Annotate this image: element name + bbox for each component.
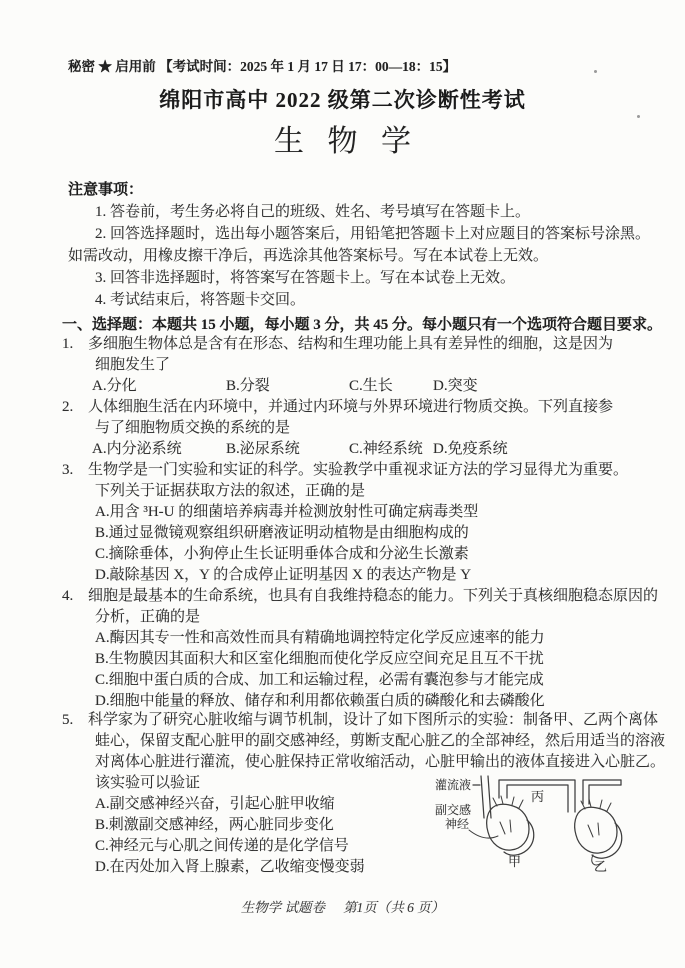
notice-item-4: 4. 考试结束后，将答题卡交回。 bbox=[95, 292, 306, 308]
footer-page-number: 第1页（共 6 页） bbox=[343, 900, 445, 915]
notice-item-1: 1. 答卷前，考生务必将自己的班级、姓名、考号填写在答题卡上。 bbox=[95, 204, 531, 220]
notice-item-2-cont: 如需改动，用橡皮擦干净后，再选涂其他答案标号。写在本试卷上无效。 bbox=[68, 248, 549, 264]
question-5-text: 科学家为了研究心脏收缩与调节机制，设计了如下图所示的实验：制备甲、乙两个离体 bbox=[88, 712, 659, 728]
page-footer bbox=[0, 896, 685, 916]
question-4 bbox=[62, 586, 659, 712]
option-a: A.用含 ³H-U 的细菌培养病毒并检测放射性可确定病毒类型 bbox=[95, 504, 479, 520]
option-b: B.泌尿系统 bbox=[226, 441, 300, 457]
question-1-number: 1. bbox=[62, 336, 74, 352]
question-5-text-cont: 蛙心，保留支配心脏甲的副交感神经，剪断支配心脏乙的全部神经，然后用适当的溶液 bbox=[95, 733, 666, 749]
notice-item-3: 3. 回答非选择题时，将答案写在答题卡上。写在本试卷上无效。 bbox=[95, 270, 516, 286]
option-d: D.在丙处加入肾上腺素，乙收缩变慢变弱 bbox=[95, 859, 365, 875]
footer-subject: 生物学 试题卷 bbox=[240, 900, 326, 915]
option-c: C.生长 bbox=[349, 378, 393, 394]
question-1-text: 多细胞生物体总是含有在形态、结构和生理功能上具有差异性的细胞，这是因为 bbox=[88, 336, 614, 352]
perfusate-label: 灌流液 bbox=[435, 778, 472, 792]
exam-title: 绵阳市高中 2022 级第二次诊断性考试 bbox=[159, 88, 526, 112]
option-a: A.内分泌系统 bbox=[92, 441, 182, 457]
option-c: C.神经元与心肌之间传递的是化学信号 bbox=[95, 838, 349, 854]
question-3-text-cont: 下列关于证据获取方法的叙述，正确的是 bbox=[95, 483, 366, 499]
option-b: B.分裂 bbox=[226, 378, 270, 394]
option-d: D.细胞中能量的释放、储存和利用都依赖蛋白质的磷酸化和去磷酸化 bbox=[95, 693, 545, 709]
parasympathetic-nerve-label-line1: 副交感 bbox=[435, 803, 472, 817]
option-b: B.生物膜因其面积大和区室化细胞而使化学反应空间充足且互不干扰 bbox=[95, 651, 544, 667]
exam-subject: 生 物 学 bbox=[274, 125, 411, 158]
frog-heart-experiment-diagram bbox=[415, 772, 685, 897]
notice-item-2: 2. 回答选择题时，选出每小题答案后，用铅笔把答题卡上对应题目的答案标号涂黑。 bbox=[95, 226, 651, 242]
option-d: D.敲除基因 X，Y 的合成停止证明基因 X 的表达产物是 Y bbox=[95, 567, 472, 583]
option-c: C.神经系统 bbox=[349, 441, 423, 457]
question-5-text-cont: 该实验可以验证 bbox=[95, 775, 201, 791]
option-a: A.分化 bbox=[92, 378, 137, 394]
question-3-text: 生物学是一门实验和实证的科学。实验教学中重视求证方法的学习显得尤为重要。 bbox=[88, 462, 629, 478]
parasympathetic-nerve-label-line2: 神经 bbox=[445, 817, 470, 831]
question-2-number: 2. bbox=[62, 399, 74, 415]
notice-heading: 注意事项： bbox=[68, 182, 144, 198]
option-d: D.突变 bbox=[433, 378, 478, 394]
notice-section bbox=[68, 179, 651, 311]
option-d: D.免疫系统 bbox=[433, 441, 508, 457]
question-3-number: 3. bbox=[62, 462, 74, 478]
question-1-options bbox=[62, 376, 652, 397]
question-1 bbox=[62, 334, 652, 397]
heart-b-shape bbox=[575, 799, 622, 865]
option-b: B.通过显微镜观察组织研磨液证明动植物是由细胞构成的 bbox=[95, 525, 469, 541]
exam-secret-line: 秘密 ★ 启用前 【考试时间：2025 年 1 月 17 日 17：00—18：15】 bbox=[68, 59, 457, 74]
option-c: C.摘除垂体，小狗停止生长证明垂体合成和分泌生长激素 bbox=[95, 546, 469, 562]
question-1-text-cont: 细胞发生了 bbox=[95, 357, 171, 373]
option-a: A.酶因其专一性和高效性而具有精确地调控特定化学反应速率的能力 bbox=[95, 630, 545, 646]
question-2-text-cont: 与了细胞物质交换的系统的是 bbox=[95, 420, 291, 436]
heart-a-shape bbox=[487, 796, 534, 855]
question-2 bbox=[62, 397, 652, 460]
perfusion-inlet-tube bbox=[473, 776, 491, 818]
option-c: C.细胞中蛋白质的合成、加工和运输过程，必需有囊泡参与才能完成 bbox=[95, 672, 544, 688]
question-4-text-cont: 分析，正确的是 bbox=[95, 609, 201, 625]
question-4-number: 4. bbox=[62, 588, 74, 604]
heart-b-label: 乙 bbox=[594, 859, 608, 874]
scan-speck bbox=[637, 115, 640, 118]
scan-speck bbox=[594, 70, 597, 73]
section-heading: 一、选择题：本题共 15 小题，每小题 3 分，共 45 分。每小题只有一个选项符合题目要求。 bbox=[62, 317, 663, 333]
question-3 bbox=[62, 460, 652, 586]
heart-a-label: 甲 bbox=[508, 854, 522, 869]
question-2-text: 人体细胞生活在内环境中，并通过内环境与外界环境进行物质交换。下列直接参 bbox=[88, 399, 614, 415]
tube-bing-label: 丙 bbox=[531, 789, 545, 804]
question-2-options bbox=[62, 439, 652, 460]
option-a: A.副交感神经兴奋，引起心脏甲收缩 bbox=[95, 796, 335, 812]
question-5-text-cont: 对离体心脏进行灌流，使心脏保持正常收缩活动，心脏甲输出的液体直接进入心脏乙。 bbox=[95, 754, 666, 770]
option-b: B.刺激副交感神经，两心脏同步变化 bbox=[95, 817, 334, 833]
question-4-text: 细胞是最基本的生命系统，也具有自我维持稳态的能力。下列关于真核细胞稳态原因的 bbox=[88, 588, 659, 604]
question-5-number: 5. bbox=[62, 712, 74, 728]
nerve-pointer-line bbox=[469, 830, 498, 838]
